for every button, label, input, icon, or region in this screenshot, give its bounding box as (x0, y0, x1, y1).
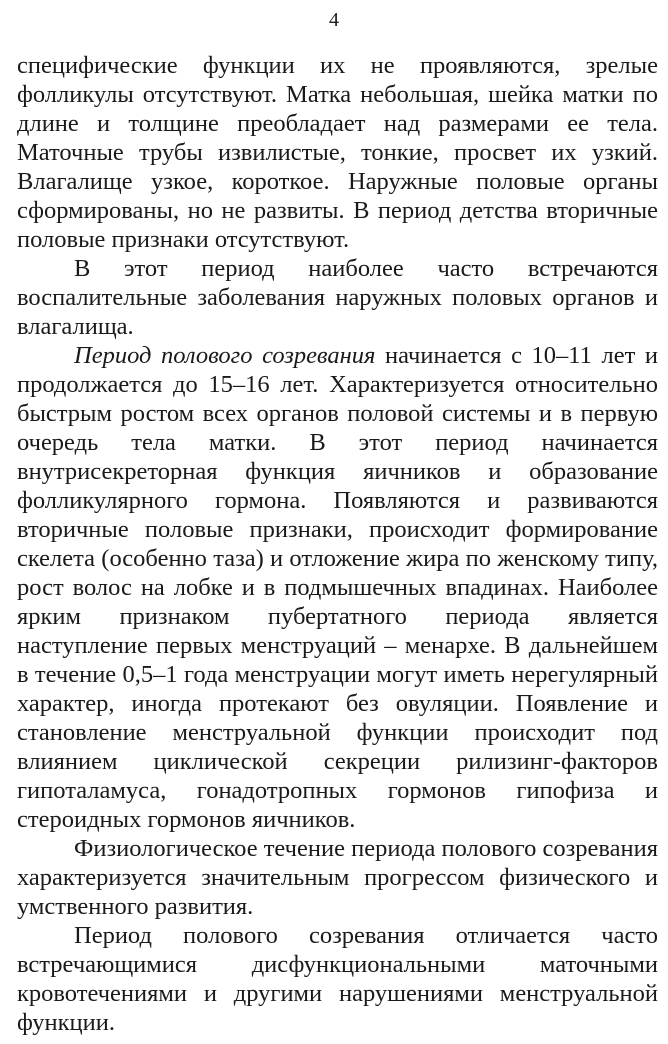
page-number: 4 (329, 9, 339, 31)
paragraph-continuation: специфические функции их не проявляются, зрелые фолликулы отсутствуют. Матка небольшая, шейка матки по длине и толщине преобладает над размерами ее тела. Маточные трубы извилистые, тонкие, просвет их узкий. Влагалище узкое, короткое. Наружные половые органы сформированы, но не развиты. В период детства вторичные половые признаки отсутствуют. (17, 52, 658, 253)
body-text (17, 51, 658, 1037)
paragraph-inflammatory-diseases: В этот период наиболее часто встречаются воспалительные заболевания наружных половых органов и влагалища. (17, 255, 658, 340)
paragraph-puberty-period (17, 341, 658, 834)
paragraph-bleeding-disorders: Период полового созревания отличается часто встречающимися дисфункциональными маточными кровотечениями и другими нарушениями менструальной функции. (17, 922, 658, 1036)
term-puberty-period: Период полового созревания (74, 342, 376, 369)
paragraph-physiological-course: Физиологическое течение периода полового созревания характеризуется значительным прогрессом физического и умственного развития. (17, 835, 658, 920)
paragraph-puberty-period-text: начинается с 10–11 лет и продолжается до 15–16 лет. Характеризуется относительно быстрым ростом всех органов половой системы и в первую очередь тела матки. В этот период начинается внутрисекреторная функция яичников и образование фолликулярного гормона. Появляются и развиваются вторичные половые признаки, происходит формирование скелета (особенно таза) и отложение жира по женскому типу, рост волос на лобке и в подмышечных впадинах. Наиболее ярким признаком пубертатного периода является наступление первых менструаций – менархе. В дальнейшем в течение 0,5–1 года менструации могут иметь нерегулярный характер, иногда протекают без овуляции. Появление и становление менструальной функции происходит под влиянием циклической секреции рилизинг-факторов гипоталамуса, гонадотропных гормонов гипофиза и стероидных гормонов яичников. (17, 342, 658, 833)
